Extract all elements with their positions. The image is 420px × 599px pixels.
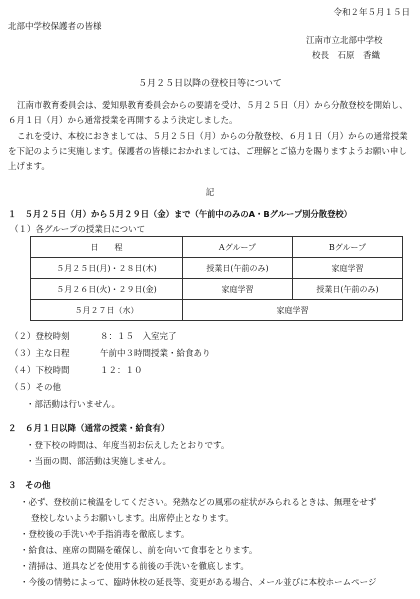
intro-paragraph-1: 江南市教育委員会は、愛知県教育委員会からの要請を受け、５月２５日（月）から分散登校を開始し、６月１日（月）から通常授業を再開するよう決定しました。 — [8, 101, 408, 126]
other-note: ・部活動は行いません。 — [26, 400, 121, 410]
section1-heading: １ ５月２５日（月）から５月２９日（金）まで（午前中のみのA・Bグループ別分散登校） — [8, 209, 352, 219]
table-cell: ５月２７日（水） — [31, 300, 183, 321]
item-label: （４）下校時間 — [10, 366, 70, 376]
list-item: ・必ず、登校前に検温をしてください。発熱などの風邪の症状がみられるときは、無理をせず — [20, 498, 377, 508]
list-item: ・今後の情勢によって、臨時休校の延長等、変更がある場合、メール並びに本校ホームページ — [20, 578, 377, 588]
table-header-cell: Bグループ — [293, 237, 403, 258]
table-row — [31, 300, 403, 321]
table-cell: ５月２５日(月)・２８日(木) — [31, 258, 183, 279]
table-row — [31, 258, 403, 279]
recipient-line: 北部中学校保護者の皆様 — [8, 22, 102, 32]
list-item: 登校しないようお願いします。出席停止となります。 — [31, 514, 234, 524]
item-value: 午前中３時間授業・給食あり — [100, 349, 211, 359]
table-cell: 授業日(午前のみ) — [293, 279, 403, 300]
document-title: ５月２５日以降の登校日等について — [138, 79, 282, 89]
list-item: ・当面の間、部活動は実施しません。 — [26, 457, 172, 467]
section1-sub1: （１）各グループの授業日について — [10, 225, 146, 235]
school-name: 江南市立北部中学校 — [306, 36, 383, 46]
table-cell-merged: 家庭学習 — [183, 300, 403, 321]
table-header-row — [31, 237, 403, 258]
table-row — [31, 279, 403, 300]
table-cell: 家庭学習 — [293, 258, 403, 279]
list-item: ・給食は、座席の間隔を確保し、前を向いて食事をとります。 — [20, 546, 258, 556]
list-item: ・登校後の手洗いや手指消毒を徹底します。 — [20, 530, 190, 540]
schedule-table — [30, 236, 403, 321]
section2-heading: ２ ６月１日以降（通常の授業・給食有） — [8, 424, 170, 434]
ki-heading: 記 — [205, 188, 215, 198]
item-label: （３）主な日程 — [10, 349, 70, 359]
table-cell: ５月２６日(火)・２９日(金) — [31, 279, 183, 300]
table-cell: 授業日(午前のみ) — [183, 258, 293, 279]
table-header-cell: Aグループ — [183, 237, 293, 258]
item-value: ８：１５ 入室完了 — [100, 332, 177, 342]
table-header-cell: 日 程 — [31, 237, 183, 258]
document-date: 令和２年５月１５日 — [333, 8, 410, 18]
item-value: １２：１０ — [100, 366, 143, 376]
intro-paragraph-2: これを受け、本校におきましては、５月２５日（月）からの分散登校、６月１日（月）からの通常授業を下記のように実施します。保護者の皆様におかれましては、ご理解とご協力を賜りますようお願い申し上げます。 — [8, 132, 408, 172]
item-label: （２）登校時刻 — [10, 332, 70, 342]
table-cell: 家庭学習 — [183, 279, 293, 300]
item-label: （５）その他 — [10, 383, 62, 393]
list-item: ・登下校の時間は、年度当初お伝えしたとおりです。 — [26, 441, 230, 451]
principal-name: 校長 石原 香織 — [312, 51, 381, 61]
section3-heading: ３ その他 — [8, 481, 51, 491]
list-item: ・清掃は、道具などを使用する前後の手洗いを徹底します。 — [20, 562, 249, 572]
